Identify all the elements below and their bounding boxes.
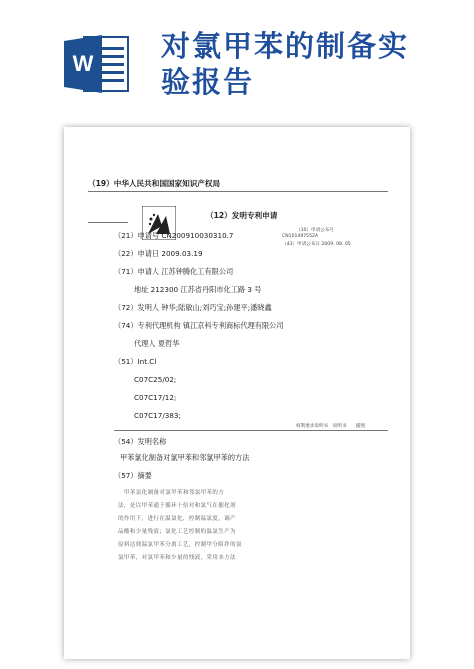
patent-type: （12）发明专利申请 bbox=[206, 211, 278, 220]
abstract-line: 原料达到温氯甲苯分离工艺，控制甲分阻拌的氯 bbox=[118, 542, 242, 548]
document-title bbox=[161, 28, 461, 100]
invention-title: 甲苯氯化制备对氯甲苯和邻氯甲苯的方法 bbox=[120, 453, 250, 462]
title-line-2: 验报告 bbox=[161, 65, 255, 99]
title-line-1: 对氯甲苯的制备实 bbox=[161, 29, 410, 63]
abstract-line: 甲苯氯化制备对氯甲苯和邻氯甲苯的方 bbox=[124, 490, 225, 496]
sheet-info: 权利要求说明书 说明书 插图 bbox=[296, 424, 365, 429]
abstract-label: （57）摘要 bbox=[114, 471, 152, 480]
field-int-cl-1: C07C25/02; bbox=[134, 375, 177, 384]
field-inventors: （72）发明人 钟华;陆敏山;刘巧宝;孙建平;潘晓鑫 bbox=[114, 303, 272, 312]
field-patent-agency: （74）专利代理机构 镇江京科专利商标代理有限公司 bbox=[114, 321, 284, 330]
top-divider bbox=[88, 191, 388, 192]
word-document-icon bbox=[64, 33, 130, 95]
field-application-date: （22）申请日 2009.03.19 bbox=[114, 249, 203, 258]
svg-text:W: W bbox=[72, 51, 94, 76]
abstract-line: 品酸和少量残液；氯化工艺控制的温氯生产为 bbox=[118, 529, 236, 535]
field-application-number: （21）申请号 CN200910030310.7 bbox=[114, 231, 234, 240]
middle-divider bbox=[114, 430, 388, 431]
field-address: 地址 212300 江苏省丹阳市化工路 3 号 bbox=[134, 285, 262, 294]
patent-office: （19）中华人民共和国国家知识产权局 bbox=[88, 179, 221, 188]
patent-document-page bbox=[64, 127, 410, 659]
abstract-line: 法，是以甲苯通于循环十倍对和氯气在催化剂 bbox=[118, 503, 236, 509]
publication-number: CN101497552A bbox=[282, 234, 319, 239]
field-int-cl-label: （51）Int.Cl bbox=[114, 357, 157, 366]
invention-title-label: （54）发明名称 bbox=[114, 437, 167, 446]
abstract-line: 氯甲苯，对氯甲苯和少量的残液，采用本方法 bbox=[118, 555, 236, 561]
field-int-cl-3: C07C17/383; bbox=[134, 411, 181, 420]
logo-divider bbox=[88, 222, 128, 223]
field-int-cl-2: C07C17/12; bbox=[134, 393, 177, 402]
abstract-line: 的作用下，进行在温氯化，控制温氯度，调产 bbox=[118, 516, 236, 522]
publication-number-label: （10）申请公布号 bbox=[296, 228, 335, 233]
publication-date: （43）申请公布日 2009. 08. 05 bbox=[282, 242, 351, 247]
field-applicant: （71）申请人 江苏钟腾化工有限公司 bbox=[114, 267, 234, 276]
field-agent: 代理人 夏哲华 bbox=[134, 339, 180, 348]
